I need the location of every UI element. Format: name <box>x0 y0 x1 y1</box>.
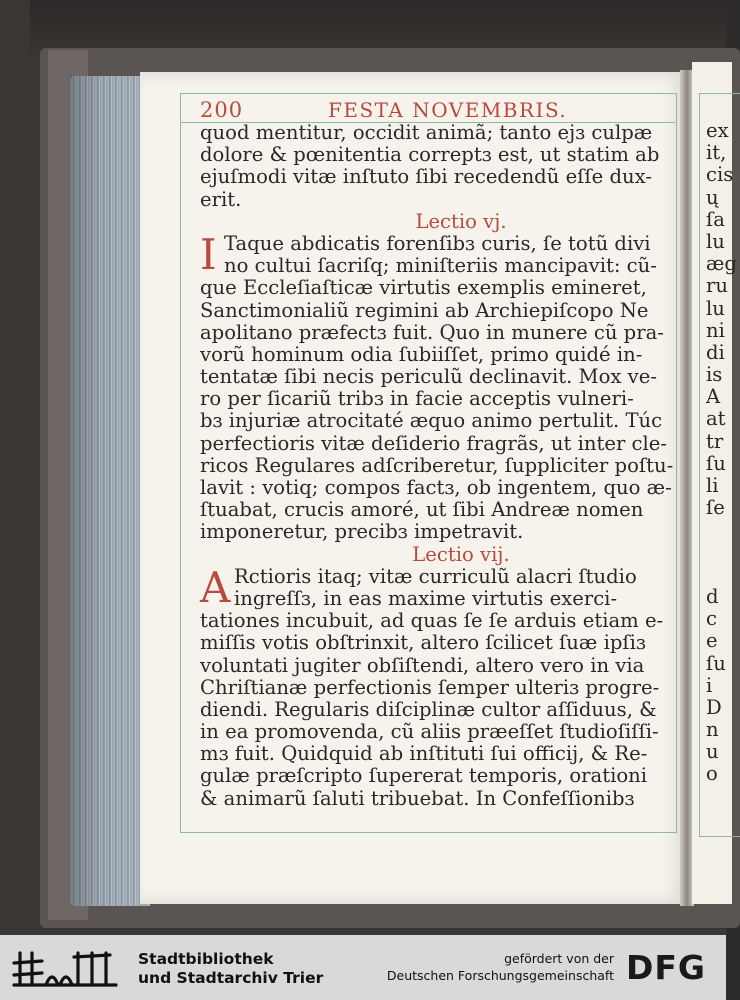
text-line: bɜ injuriæ atrocitaté æquo animo pertulit. Túc <box>200 409 663 433</box>
page-header <box>200 98 670 122</box>
library-name: Stadtbibliothek und Stadtarchiv Trier <box>138 950 324 987</box>
facing-line: is <box>706 363 723 387</box>
text-line: in ea promovenda, cũ aliis præeſſet ſtudioſiſſi- <box>200 720 659 744</box>
text-line: tationes incubuit, ad quas ſe ſe arduis etiam e- <box>200 609 664 633</box>
text-line: erit. <box>200 187 242 211</box>
facing-line: di <box>706 340 725 364</box>
text-line: Rctioris itaq; vitæ curriculũ alacri ſtudio <box>234 564 637 588</box>
facing-line: u <box>706 740 719 764</box>
dfg-logo-icon <box>618 948 714 986</box>
facing-line: n <box>706 718 719 742</box>
text-line: ricos Regulares adſcriberetur, ſuppliciter poſtu- <box>200 453 674 477</box>
text-line: Taque abdicatis forenſibɜ curis, ſe totũ divi <box>224 231 651 255</box>
facing-line: ni <box>706 318 725 342</box>
text-line: Sanctimonialiũ regimini ab Archiepiſcopo Ne <box>200 298 649 322</box>
facing-line: i <box>706 673 713 697</box>
text-line: voluntati jugiter obſiſtendi, altero vero in via <box>200 653 645 677</box>
facing-line: D <box>706 695 722 719</box>
page-edges-shading <box>70 76 150 906</box>
facing-line <box>706 564 736 586</box>
text-line: ingreſſɜ, in eas maxime virtutis exerci- <box>234 586 618 610</box>
library-logo-icon <box>12 947 122 989</box>
facing-line: ų <box>706 185 719 209</box>
facing-line: e <box>706 629 718 653</box>
dropcap-a: A <box>200 562 231 612</box>
text-line: quod mentitur, occidit animã; tanto ejɜ culpæ <box>200 121 653 144</box>
facing-line: ſa <box>706 207 725 231</box>
funding-credit: gefördert von der Deutschen Forschungsgemeinschaft <box>386 951 614 983</box>
text-line: ro per ſicariũ tribɜ in facie acceptis vulneri- <box>200 387 634 411</box>
facing-line: at <box>706 407 726 431</box>
facing-line: ſu <box>706 651 726 675</box>
text-line: Chriſtianæ perfectionis ſemper ulteriɜ progre- <box>200 675 660 699</box>
facing-line: æg <box>706 252 737 276</box>
text-line: lavit : votiq; compos factɜ, ob ingentem, quo æ- <box>200 476 672 499</box>
background-shadow <box>30 0 726 55</box>
text-line: ſtuabat, crucis amoré, ut ſibi Andreæ nomen <box>200 498 644 522</box>
facing-line: it, <box>706 141 727 165</box>
text-line: imponeretur, precibɜ impetravit. <box>200 520 524 544</box>
text-line: apolitano præfectɜ fuit. Quo in munere cũ pra- <box>200 320 664 344</box>
text-line: dolore & pœnitentia correptɜ est, ut statim ab <box>200 143 660 167</box>
facing-line: ex <box>706 119 729 142</box>
facing-line <box>706 542 736 564</box>
text-line: diendi. Regularis diſciplinæ cultor aſſiduus, & <box>200 697 657 721</box>
facing-line: li <box>706 474 719 497</box>
facing-line: lu <box>706 296 725 320</box>
lesson-heading-6: Lectio vj. <box>415 209 507 233</box>
facing-line: tr <box>706 429 724 453</box>
text-line: miſſis votis obſtrinxit, altero ſcilicet ſuæ ipſiɜ <box>200 631 646 655</box>
dropcap-i: I <box>200 229 217 279</box>
text-line: perfectioris vitæ deſiderio fragrãs, ut inter cle- <box>200 431 668 455</box>
text-line: gulæ præſcripto ſupererat temporis, orationi <box>200 764 648 788</box>
lesson-heading-7: Lectio vij. <box>412 542 510 566</box>
facing-line: cis <box>706 163 734 187</box>
text-line: & animarũ ſaluti tribuebat. In Confeſſionibɜ <box>200 786 635 810</box>
footer-bar <box>0 935 726 1000</box>
text-line: no cultui ſacriſq; miniſteriis mancipavit: cũ- <box>224 254 657 278</box>
facing-line: ſu <box>706 451 726 475</box>
facing-line <box>706 519 736 541</box>
text-line: vorũ hominum odia ſubiiſſet, primo quidé in- <box>200 342 643 366</box>
text-line: mɜ fuit. Quidquid ab inſtituti ſui officij, & Re- <box>200 742 648 766</box>
text-line: que Eccleſiaſticæ virtutis exemplis emineret, <box>200 276 647 300</box>
facing-line <box>706 786 736 808</box>
facing-line: o <box>706 762 718 786</box>
page-text <box>200 121 674 810</box>
facing-line: A <box>706 385 721 409</box>
text-line: ejuſmodi vitæ inſtuto ſibi recedendũ eſſe dux- <box>200 165 652 189</box>
facing-line: c <box>706 607 717 631</box>
page-number: 200 <box>200 98 244 122</box>
facing-line: ſe <box>706 496 725 520</box>
facing-line: d <box>706 584 719 608</box>
facing-line: ru <box>706 274 728 298</box>
text-line: tentatæ ſibi necis periculũ declinavit. Mox ve- <box>200 365 657 389</box>
running-head: FESTA NOVEMBRIS. <box>328 98 568 122</box>
facing-page-text <box>706 120 736 808</box>
facing-line: lu <box>706 229 725 253</box>
svg-text:DFG: DFG <box>625 948 707 987</box>
